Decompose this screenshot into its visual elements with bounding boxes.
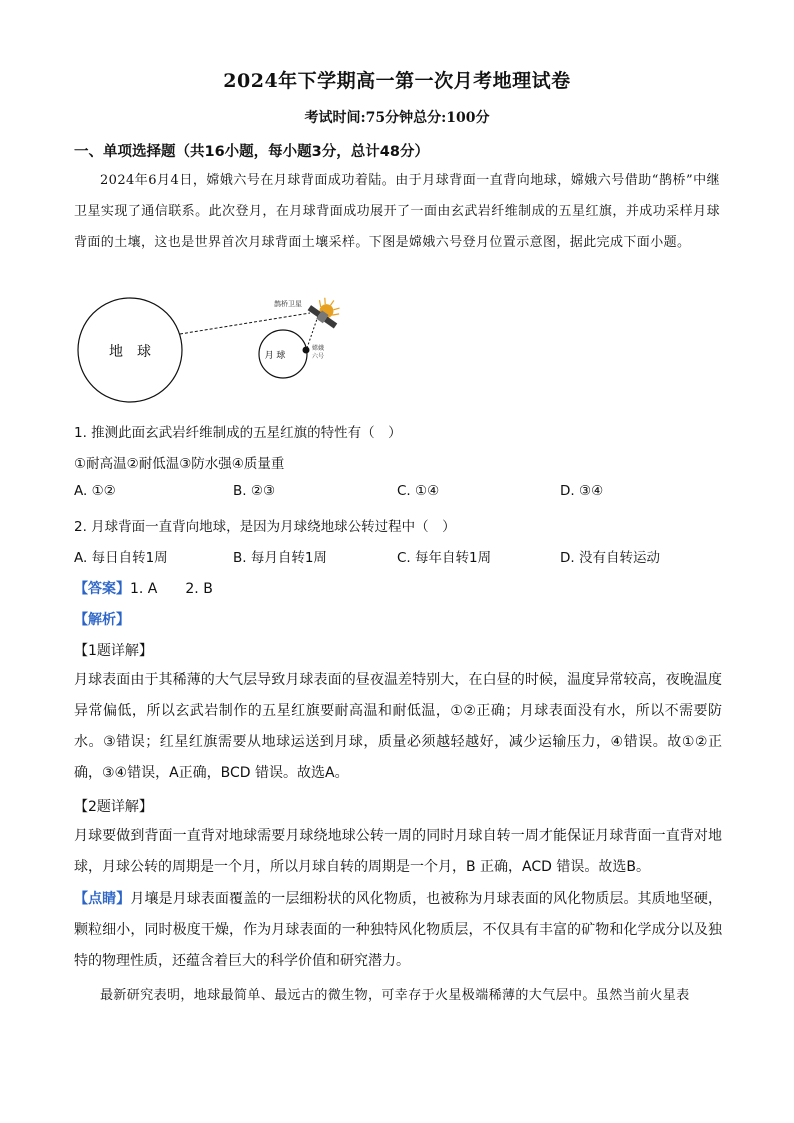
question-1-items: ①耐高温②耐低温③防水强④质量重 (74, 456, 285, 472)
passage-next: 最新研究表明，地球最简单、最远古的微生物，可幸存于火星极端稀薄的大气层中。虽然当前火星表 (100, 988, 690, 1003)
earth-label: 地 球 (109, 344, 151, 360)
satellite-lander-link (307, 316, 318, 348)
detail-1-heading: 【1题详解】 (74, 643, 153, 659)
detail-2-text: 月球要做到背面一直背对地球需要月球绕地球公转一周的同时月球自转一周才能保证月球背面一直背对地球，月球公转的周期是一个月，所以月球自转的周期是一个月，B 正确，ACD 错误。故选B。 (74, 828, 722, 875)
tip-text: 月壤是月球表面覆盖的一层细粉状的风化物质，也被称为月球表面的风化物质层。其质地坚硬，颗粒细小，同时极度干燥，作为月球表面的一种独特风化物质层，不仅具有丰富的矿物和化学成分以及独特的物理性质，还蕴含着巨大的科学价值和研究潜力。 (74, 891, 723, 969)
question-2-stem: 2. 月球背面一直背向地球，是因为月球绕地球公转过程中（ ） (74, 519, 456, 535)
question-1-option-a[interactable]: A. ①② (74, 483, 116, 499)
answer-text: 1. A 2. B (130, 581, 213, 597)
question-1-option-b[interactable]: B. ②③ (233, 483, 276, 499)
question-1-option-d[interactable]: D. ③④ (560, 483, 604, 499)
satellite-icon (306, 292, 347, 330)
landing-diagram (70, 292, 360, 404)
section-heading: 一、单项选择题（共16小题，每小题3分，总计48分） (74, 144, 429, 160)
question-2-option-b[interactable]: B. 每月自转1周 (233, 550, 327, 566)
detail-1-text: 月球表面由于其稀薄的大气层导致月球表面的昼夜温差特别大，在白昼的时候，温度异常较高，夜晚温度异常偏低，所以玄武岩制作的五星红旗要耐高温和耐低温，①②正确；月球表面没有水，所以不需要防水。③错误；红星红旗需要从地球运送到月球，质量必须越轻越好，减少运输压力，④错误。故①②正确，③④错误，A正确，BCD 错误。故选A。 (74, 672, 722, 781)
page-title: 2024年下学期高一第一次月考地理试卷 (223, 70, 571, 92)
satellite-label: 鹊桥卫星 (274, 300, 302, 308)
lander-label-line1: 嫦娥 (312, 345, 325, 352)
answer-line (74, 578, 213, 598)
answer-tag: 【答案】 (74, 581, 130, 597)
exam-info: 考试时间:75分钟总分:100分 (304, 110, 490, 126)
lander-label-line2: 六号 (312, 353, 325, 360)
lander-dot (303, 347, 310, 354)
moon-label: 月 球 (264, 351, 286, 361)
question-2-option-d[interactable]: D. 没有自转运动 (560, 550, 660, 566)
detail-2-heading: 【2题详解】 (74, 799, 153, 815)
question-2-option-c[interactable]: C. 每年自转1周 (397, 550, 492, 566)
analysis-tag: 【解析】 (74, 612, 130, 628)
analysis-line (74, 609, 130, 629)
question-1-option-c[interactable]: C. ①④ (397, 483, 440, 499)
tip-block (74, 884, 722, 977)
question-1-stem: 1. 推测此面玄武岩纤维制成的五星红旗的特性有（ ） (74, 425, 402, 441)
passage-intro: 2024年6月4日，嫦娥六号在月球背面成功着陆。由于月球背面一直背向地球，嫦娥六号借助“鹊桥”中继卫星实现了通信联系。此次登月，在月球背面成功展开了一面由玄武岩纤维制成的五星红旗，并成功采样月球背面的土壤，这也是世界首次月球背面土壤采样。下图是嫦娥六号登月位置示意图，据此完成下面小题。 (74, 173, 720, 250)
question-2-option-a[interactable]: A. 每日自转1周 (74, 550, 168, 566)
tip-tag: 【点睛】 (74, 891, 131, 907)
